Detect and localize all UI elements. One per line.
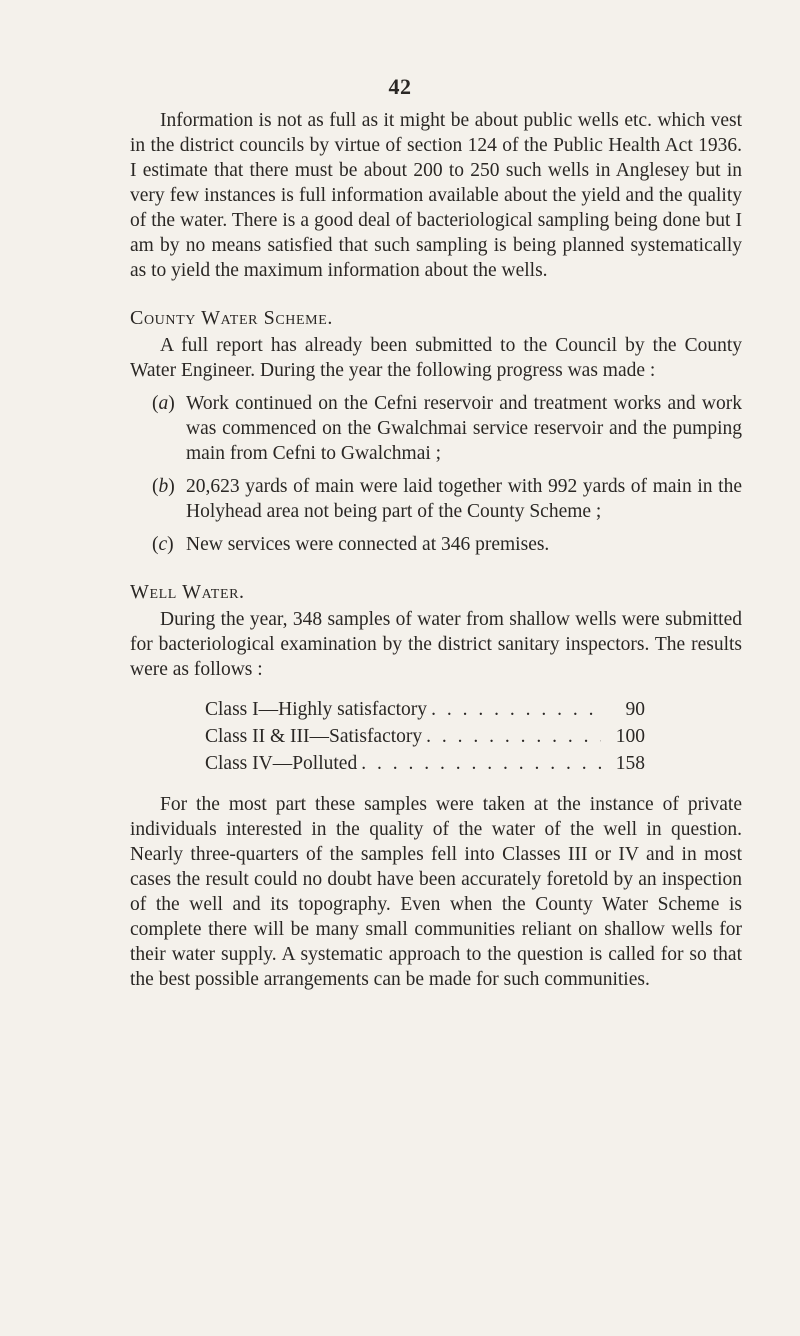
list-item [152,532,742,557]
list-item [152,391,742,466]
page-content [130,108,742,992]
well-water-closing-paragraph: For the most part these samples were taken at the instance of private individuals interested in the quality of the water of the well in question. Nearly three-quarters of the samples fell into Classes III or IV and in most cases the result could no doubt have been accurately foretold by an inspection of the well and its topography. Even when the County Water Scheme is complete there will be many small communities reliant on shallow wells for their water supply. A systematic approach to the question is called for so that the best possible arrangements can be made for such communities. [130,794,742,990]
intro-paragraph: Information is not as full as it might be about public wells etc. which vest in the district councils by virtue of section 124 of the Public Health Act 1936. I estimate that there must be about 200 to 250 such wells in Anglesey but in very few instances is full information available about the yield and the quality of the water. There is a good deal of bacteriological sampling being done but I am by no means satisfied that such sampling is being planned systematically as to yield the maximum information about the wells. [130,110,742,281]
list-marker: (c) [152,534,174,555]
table-row [205,751,645,778]
section-heading-county-water-scheme: County Water Scheme. [130,307,333,329]
result-value: 158 [615,753,645,774]
dot-leader [361,751,601,776]
dot-leader [426,724,601,749]
section-heading-well-water: Well Water. [130,581,245,603]
list-marker: (b) [152,476,175,497]
result-value: 90 [625,699,645,720]
page-number: 42 [388,74,412,99]
list-item-text: 20,623 yards of main were laid together with 992 yards of main in the Holyhead area not being part of the County Scheme ; [186,476,742,522]
table-row [205,697,645,724]
county-water-scheme-paragraph: A full report has already been submitted to the Council by the County Water Engineer. During the year the following progress was made : [130,335,742,381]
table-row [205,724,645,751]
progress-list [130,391,742,557]
list-item [152,474,742,524]
sample-results-table [205,697,645,778]
list-item-text: New services were connected at 346 premises. [186,534,550,555]
result-label: Class II & III—Satisfactory [205,726,423,747]
list-item-text: Work continued on the Cefni reservoir and treatment works and work was commenced on the Gwalchmai service reservoir and the pumping main from Cefni to Gwalchmai ; [186,393,742,464]
result-label: Class IV—Polluted [205,753,358,774]
well-water-paragraph: During the year, 348 samples of water from shallow wells were submitted for bacteriological examination by the district sanitary inspectors. The results were as follows : [130,609,742,680]
list-marker: (a) [152,393,175,414]
result-value: 100 [615,726,645,747]
result-label: Class I—Highly satisfactory [205,699,428,720]
dot-leader [431,697,601,722]
